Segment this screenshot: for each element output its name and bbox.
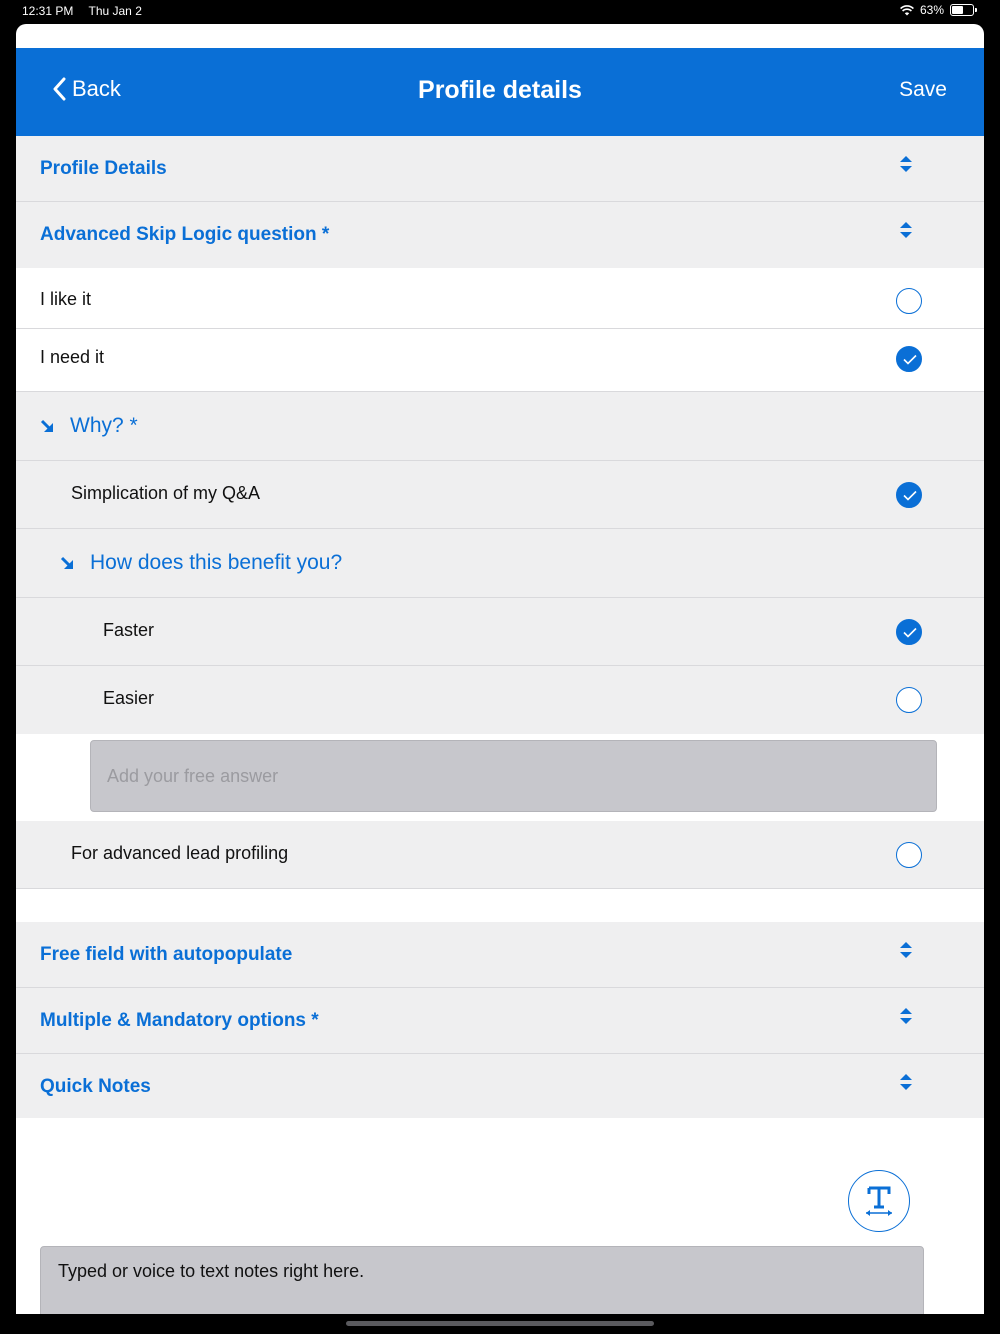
- section-title: Multiple & Mandatory options *: [40, 1010, 319, 1031]
- radio-checked[interactable]: [896, 482, 922, 508]
- status-date: Thu Jan 2: [88, 4, 142, 18]
- arrow-down-right-icon: [60, 556, 74, 570]
- text-format-icon: [864, 1185, 894, 1217]
- arrow-down-right-icon: [40, 419, 54, 433]
- option-label: Faster: [103, 620, 155, 640]
- nav-bar: [16, 48, 984, 136]
- option-label: Simplication of my Q&A: [71, 483, 261, 503]
- option-simplication[interactable]: [16, 461, 984, 529]
- sub-question-why: [16, 392, 984, 461]
- chevron-left-icon: [52, 77, 66, 101]
- option-easier[interactable]: [16, 666, 984, 734]
- status-bar: [0, 0, 1000, 24]
- quick-notes-textarea[interactable]: Typed or voice to text notes right here.: [40, 1246, 924, 1314]
- option-faster[interactable]: [16, 598, 984, 666]
- back-label: Back: [72, 76, 121, 101]
- section-title: Advanced Skip Logic question *: [40, 224, 330, 245]
- option-i-like-it[interactable]: [16, 268, 984, 329]
- option-label: I like it: [40, 289, 92, 309]
- section-quick-notes[interactable]: [16, 1054, 984, 1118]
- sort-arrows-icon: [900, 942, 912, 958]
- radio-checked[interactable]: [896, 619, 922, 645]
- sort-arrows-icon: [900, 156, 912, 172]
- checkmark-icon: [903, 490, 917, 501]
- option-i-need-it[interactable]: [16, 329, 984, 392]
- radio-checked[interactable]: [896, 346, 922, 372]
- radio-unchecked[interactable]: [896, 687, 922, 713]
- save-button[interactable]: Save: [899, 78, 947, 101]
- checkmark-icon: [903, 627, 917, 638]
- section-free-field[interactable]: [16, 922, 984, 988]
- radio-unchecked[interactable]: [896, 288, 922, 314]
- section-title: Profile Details: [40, 158, 167, 179]
- sub-question-benefit: [16, 529, 984, 598]
- sort-arrows-icon: [900, 1008, 912, 1024]
- page-title: Profile details: [418, 76, 582, 104]
- sort-arrows-icon: [900, 1074, 912, 1090]
- section-title: Quick Notes: [40, 1076, 151, 1097]
- wifi-icon: [900, 5, 914, 16]
- section-advanced-skip-logic[interactable]: [16, 202, 984, 268]
- home-indicator[interactable]: [346, 1321, 654, 1326]
- option-lead-profiling[interactable]: [16, 821, 984, 889]
- sub-question-label: How does this benefit you?: [90, 551, 343, 574]
- form-sheet: [16, 24, 984, 1314]
- sub-question-label: Why? *: [70, 414, 138, 437]
- section-multiple-mandatory[interactable]: [16, 988, 984, 1054]
- battery-fill: [952, 6, 963, 14]
- option-label: Easier: [103, 688, 155, 708]
- option-label: I need it: [40, 347, 105, 367]
- battery-percent: 63%: [919, 3, 944, 17]
- section-title: Free field with autopopulate: [40, 944, 293, 965]
- status-time: 12:31 PM: [22, 4, 74, 18]
- back-button[interactable]: [52, 76, 121, 102]
- checkmark-icon: [903, 354, 917, 365]
- radio-unchecked[interactable]: [896, 842, 922, 868]
- text-format-button[interactable]: [848, 1170, 910, 1232]
- sort-arrows-icon: [900, 222, 912, 238]
- battery-icon: [950, 4, 974, 16]
- free-answer-input[interactable]: [90, 740, 937, 812]
- option-label: For advanced lead profiling: [71, 843, 289, 863]
- section-profile-details[interactable]: [16, 136, 984, 202]
